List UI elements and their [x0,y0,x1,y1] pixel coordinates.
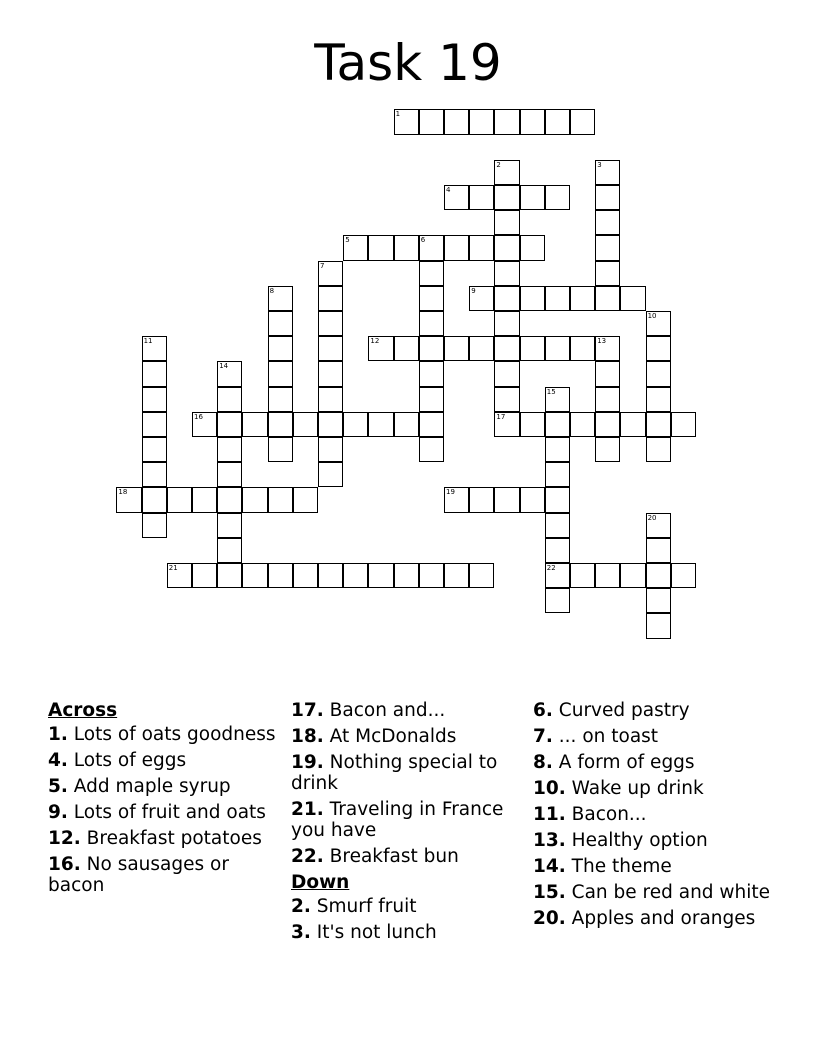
grid-cell[interactable] [142,487,167,512]
grid-cell[interactable] [242,487,267,512]
clue-number: 19. [291,752,324,773]
grid-cell[interactable] [595,160,620,185]
grid-cell[interactable] [494,235,519,260]
grid-cell[interactable] [545,286,570,311]
clue-across-22 [291,846,523,867]
grid-cell[interactable] [318,311,343,336]
clue-down-6 [533,700,773,721]
grid-cell[interactable] [419,437,444,462]
grid-cell[interactable] [368,412,393,437]
grid-cell[interactable] [167,563,192,588]
grid-cell[interactable] [646,613,671,638]
clue-number: 18. [291,726,324,747]
grid-cell[interactable] [545,487,570,512]
across-heading: Across [48,700,118,721]
clue-text: It's not lunch [316,922,437,943]
grid-cell[interactable] [343,563,368,588]
clue-text: ... on toast [558,726,659,747]
grid-cell[interactable] [520,487,545,512]
grid-cell[interactable] [394,109,419,134]
grid-cell[interactable] [494,311,519,336]
grid-cell[interactable] [545,513,570,538]
cell-number: 15 [546,387,556,396]
clue-number: 4. [48,750,68,771]
clue-text: Curved pastry [558,700,690,721]
grid-cell[interactable] [646,563,671,588]
grid-cell[interactable] [545,538,570,563]
clue-text: Bacon and... [329,700,446,721]
clue-number: 8. [533,752,553,773]
cell-number: 14 [219,362,229,371]
grid-cell[interactable] [167,487,192,512]
clue-across-17 [291,700,523,721]
clues-column-2 [291,700,523,948]
clue-text: Can be red and white [571,882,771,903]
grid-cell[interactable] [545,462,570,487]
grid-cell[interactable] [671,563,696,588]
cell-number: 21 [168,564,178,572]
grid-cell[interactable] [268,387,293,412]
grid-cell[interactable] [646,437,671,462]
grid-cell[interactable] [217,563,242,588]
grid-cell[interactable] [494,487,519,512]
grid-cell[interactable] [318,563,343,588]
cell-number: 20 [647,513,657,522]
clue-number: 2. [291,896,311,917]
grid-cell[interactable] [192,412,217,437]
grid-cell[interactable] [444,109,469,134]
grid-cell[interactable] [595,336,620,361]
down-heading: Down [291,872,350,893]
cell-number: 13 [597,337,607,346]
cell-number: 17 [496,412,506,421]
grid-cell[interactable] [217,487,242,512]
grid-cell[interactable] [646,513,671,538]
cell-number: 3 [597,160,602,169]
clue-down-20 [533,908,773,929]
grid-cell[interactable] [494,412,519,437]
grid-cell[interactable] [646,412,671,437]
clue-number: 17. [291,700,324,721]
cell-number: 5 [345,236,350,245]
grid-cell[interactable] [116,487,141,512]
clue-number: 14. [533,856,566,877]
grid-cell[interactable] [242,563,267,588]
grid-cell[interactable] [494,387,519,412]
grid-cell[interactable] [545,563,570,588]
grid-cell[interactable] [268,336,293,361]
grid-cell[interactable] [217,361,242,386]
clue-across-18 [291,726,523,747]
clue-text: The theme [571,856,672,877]
clue-text: Add maple syrup [73,776,231,797]
grid-cell[interactable] [520,286,545,311]
grid-cell[interactable] [595,185,620,210]
grid-cell[interactable] [646,588,671,613]
clue-text: Healthy option [571,830,708,851]
grid-cell[interactable] [494,160,519,185]
grid-cell[interactable] [595,286,620,311]
grid-cell[interactable] [646,336,671,361]
clue-down-8 [533,752,773,773]
grid-cell[interactable] [419,311,444,336]
grid-cell[interactable] [318,286,343,311]
grid-cell[interactable] [268,437,293,462]
clues-column-3 [533,700,773,934]
grid-cell[interactable] [545,185,570,210]
grid-cell[interactable] [419,563,444,588]
cell-number: 19 [446,488,455,497]
cell-number: 22 [546,564,556,572]
grid-cell[interactable] [595,563,620,588]
grid-cell[interactable] [368,563,393,588]
grid-cell[interactable] [520,109,545,134]
grid-cell[interactable] [595,361,620,386]
clue-number: 20. [533,908,566,929]
grid-cell[interactable] [494,336,519,361]
clue-number: 5. [48,776,68,797]
grid-cell[interactable] [494,361,519,386]
grid-cell[interactable] [217,462,242,487]
grid-cell[interactable] [545,336,570,361]
clue-number: 15. [533,882,566,903]
grid-cell[interactable] [595,261,620,286]
grid-cell[interactable] [646,538,671,563]
cell-number: 2 [496,160,501,169]
grid-cell[interactable] [394,235,419,260]
grid-cell[interactable] [570,109,595,134]
grid-cell[interactable] [469,563,494,588]
grid-cell[interactable] [368,336,393,361]
grid-cell[interactable] [545,437,570,462]
grid-cell[interactable] [469,336,494,361]
clue-across-5 [48,776,278,797]
clue-text: At McDonalds [329,726,457,747]
clue-number: 21. [291,799,324,820]
grid-cell[interactable] [469,109,494,134]
grid-cell[interactable] [343,235,368,260]
grid-cell[interactable] [444,185,469,210]
grid-cell[interactable] [142,361,167,386]
clue-text: Traveling in France you have [291,799,504,841]
grid-cell[interactable] [318,336,343,361]
cell-number: 9 [471,286,476,295]
grid-cell[interactable] [520,185,545,210]
grid-cell[interactable] [671,412,696,437]
grid-cell[interactable] [217,387,242,412]
grid-cell[interactable] [242,412,267,437]
clue-text: A form of eggs [558,752,695,773]
clue-text: Lots of eggs [73,750,187,771]
clue-number: 11. [533,804,566,825]
grid-cell[interactable] [192,563,217,588]
grid-cell[interactable] [142,387,167,412]
clue-across-12 [48,828,278,849]
grid-cell[interactable] [545,109,570,134]
clue-down-13 [533,830,773,851]
grid-cell[interactable] [520,235,545,260]
grid-cell[interactable] [142,412,167,437]
clue-down-14 [533,856,773,877]
clue-across-4 [48,750,278,771]
grid-cell[interactable] [368,235,393,260]
grid-cell[interactable] [293,563,318,588]
clue-across-19 [291,752,523,794]
clue-number: 7. [533,726,553,747]
clue-number: 1. [48,724,68,745]
grid-cell[interactable] [318,387,343,412]
clue-number: 6. [533,700,553,721]
clue-text: Breakfast potatoes [86,828,262,849]
grid-cell[interactable] [394,336,419,361]
clue-text: Smurf fruit [316,896,417,917]
grid-cell[interactable] [293,487,318,512]
clue-text: Lots of fruit and oats [73,802,266,823]
grid-cell[interactable] [142,336,167,361]
grid-cell[interactable] [444,235,469,260]
grid-cell[interactable] [318,412,343,437]
grid-cell[interactable] [268,487,293,512]
grid-cell[interactable] [646,311,671,336]
clue-number: 22. [291,846,324,867]
grid-cell[interactable] [217,437,242,462]
grid-cell[interactable] [545,412,570,437]
grid-cell[interactable] [646,361,671,386]
cell-number: 16 [194,412,203,421]
grid-cell[interactable] [318,462,343,487]
clue-text: Apples and oranges [571,908,756,929]
clue-down-15 [533,882,773,903]
grid-cell[interactable] [419,109,444,134]
grid-cell[interactable] [595,210,620,235]
clue-down-11 [533,804,773,825]
grid-cell[interactable] [545,387,570,412]
grid-cell[interactable] [394,412,419,437]
grid-cell[interactable] [293,412,318,437]
grid-cell[interactable] [217,538,242,563]
grid-cell[interactable] [419,336,444,361]
grid-cell[interactable] [620,412,645,437]
grid-cell[interactable] [268,563,293,588]
grid-cell[interactable] [469,185,494,210]
grid-cell[interactable] [494,109,519,134]
clue-text: Lots of oats goodness [73,724,276,745]
grid-cell[interactable] [595,412,620,437]
clue-text: Wake up drink [571,778,704,799]
grid-cell[interactable] [318,361,343,386]
clue-number: 10. [533,778,566,799]
clue-down-10 [533,778,773,799]
cell-number: 6 [420,236,426,245]
clue-across-9 [48,802,278,823]
clue-across-16 [48,854,278,896]
grid-cell[interactable] [570,563,595,588]
clue-across-1 [48,724,278,745]
clue-down-2 [291,896,523,917]
clue-number: 12. [48,828,81,849]
grid-cell[interactable] [444,336,469,361]
cell-number: 8 [269,286,275,295]
grid-cell[interactable] [646,387,671,412]
grid-cell[interactable] [469,286,494,311]
grid-cell[interactable] [595,387,620,412]
grid-cell[interactable] [268,286,293,311]
grid-cell[interactable] [419,235,444,260]
grid-cell[interactable] [520,336,545,361]
grid-cell[interactable] [469,235,494,260]
grid-cell[interactable] [419,286,444,311]
grid-cell[interactable] [217,513,242,538]
clue-text: No sausages or bacon [48,854,229,896]
grid-cell[interactable] [620,563,645,588]
grid-cell[interactable] [192,487,217,512]
grid-cell[interactable] [142,462,167,487]
grid-cell[interactable] [394,563,419,588]
grid-cell[interactable] [570,412,595,437]
grid-cell[interactable] [520,412,545,437]
grid-cell[interactable] [494,261,519,286]
grid-cell[interactable] [343,412,368,437]
grid-cell[interactable] [494,210,519,235]
grid-cell[interactable] [419,387,444,412]
grid-cell[interactable] [268,412,293,437]
clue-number: 13. [533,830,566,851]
grid-cell[interactable] [419,261,444,286]
grid-cell[interactable] [444,563,469,588]
clue-down-3 [291,922,523,943]
grid-cell[interactable] [419,361,444,386]
cell-number: 18 [118,488,128,497]
clues-column-1 [48,700,278,901]
cell-number: 4 [446,186,451,194]
cell-number: 11 [143,337,153,346]
grid-cell[interactable] [570,336,595,361]
grid-cell[interactable] [419,412,444,437]
clue-text: Breakfast bun [329,846,459,867]
grid-cell[interactable] [217,412,242,437]
clue-down-7 [533,726,773,747]
grid-cell[interactable] [570,286,595,311]
clue-across-21 [291,799,523,841]
clue-number: 16. [48,854,81,875]
clue-number: 3. [291,922,311,943]
cell-number: 7 [320,261,325,270]
grid-cell[interactable] [268,361,293,386]
clue-number: 9. [48,802,68,823]
grid-cell[interactable] [444,487,469,512]
clue-text: Nothing special to drink [291,752,498,794]
cell-number: 10 [647,312,657,320]
grid-cell[interactable] [142,437,167,462]
grid-cell[interactable] [142,513,167,538]
cell-number: 1 [395,110,401,119]
grid-cell[interactable] [595,235,620,260]
grid-cell[interactable] [318,261,343,286]
grid-cell[interactable] [595,437,620,462]
cell-number: 12 [370,337,380,346]
grid-cell[interactable] [469,487,494,512]
grid-cell[interactable] [318,437,343,462]
grid-cell[interactable] [494,286,519,311]
grid-cell[interactable] [494,185,519,210]
grid-cell[interactable] [620,286,645,311]
grid-cell[interactable] [545,588,570,613]
page-title: Task 19 [314,34,502,92]
grid-cell[interactable] [268,311,293,336]
clue-text: Bacon... [571,804,647,825]
